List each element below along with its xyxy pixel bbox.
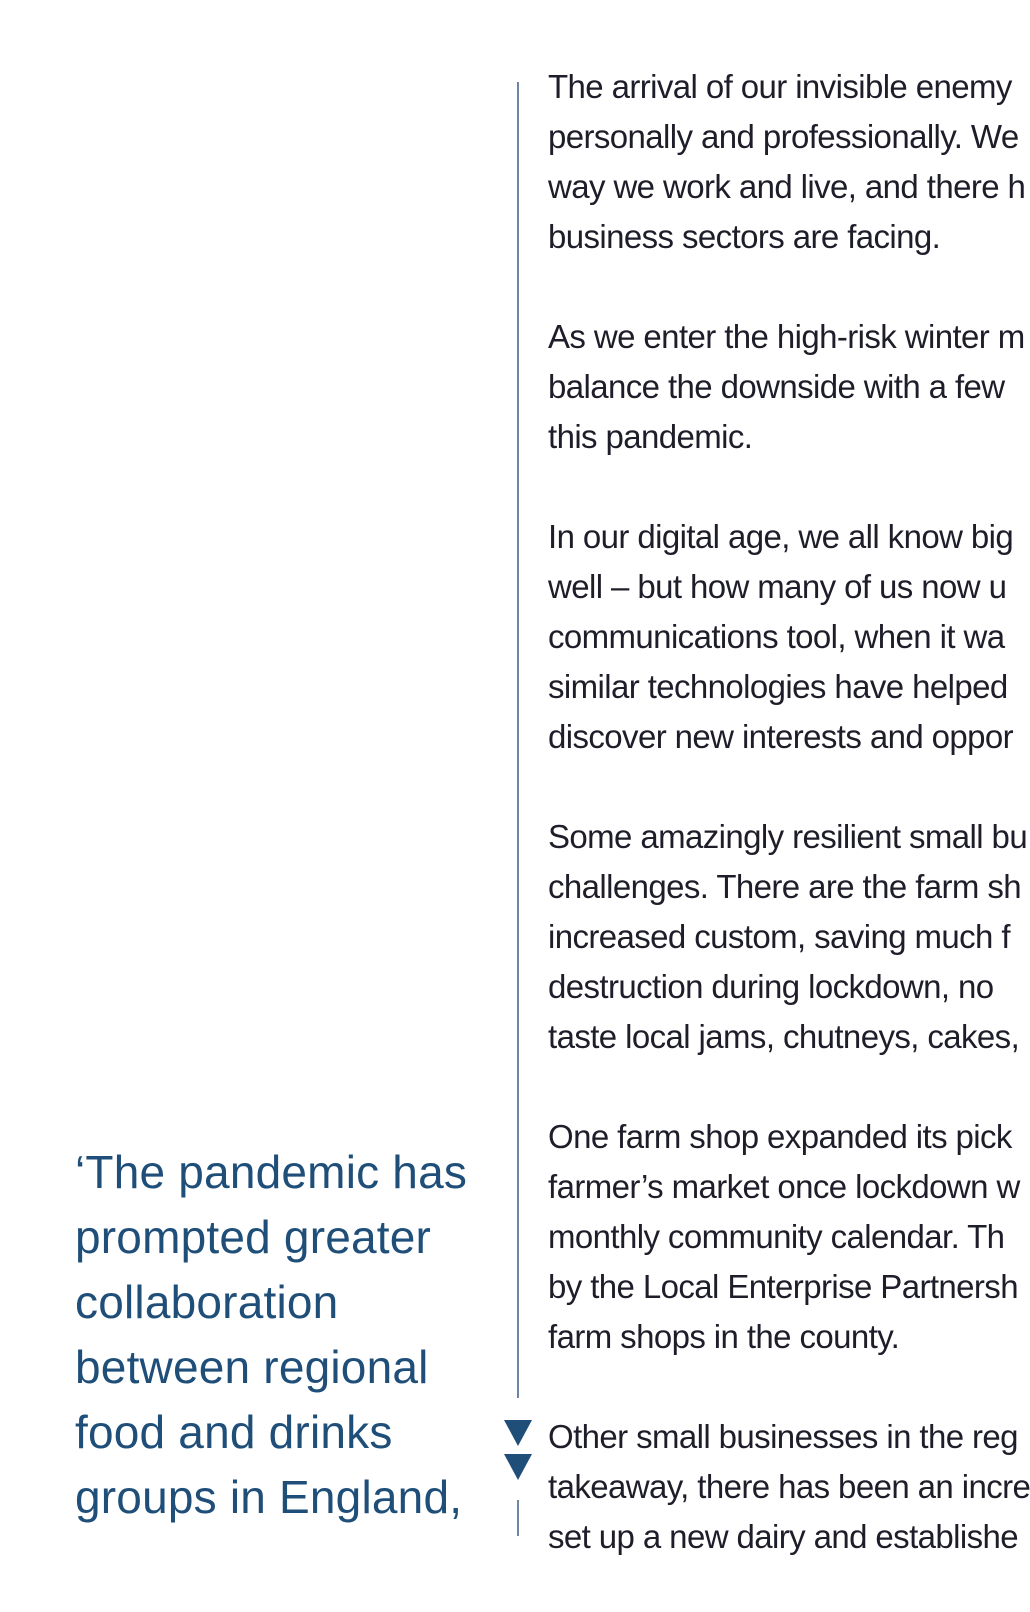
text-line: One farm shop expanded its pick — [548, 1118, 1012, 1155]
paragraph — [548, 62, 1024, 262]
text-line: by the Local Enterprise Partnersh — [548, 1268, 1018, 1305]
text-line: increased custom, saving much f — [548, 918, 1010, 955]
pull-quote-line: collaboration — [75, 1276, 339, 1328]
pull-quote-line: groups in England, — [75, 1471, 463, 1523]
paragraph — [548, 312, 1024, 462]
text-line: destruction during lockdown, no — [548, 968, 994, 1005]
text-line: communications tool, when it wa — [548, 618, 1005, 655]
text-line: farmer’s market once lockdown w — [548, 1168, 1020, 1205]
text-line: discover new interests and oppor — [548, 718, 1014, 755]
text-line: challenges. There are the farm sh — [548, 868, 1022, 905]
double-down-triangle-icon — [501, 1418, 535, 1484]
pull-quote-line: prompted greater — [75, 1211, 432, 1263]
text-line: taste local jams, chutneys, cakes, — [548, 1018, 1020, 1055]
text-line: way we work and live, and there h — [548, 168, 1026, 205]
text-line: similar technologies have helped — [548, 668, 1008, 705]
pull-quote-line: food and drinks — [75, 1406, 393, 1458]
text-line: As we enter the high-risk winter m — [548, 318, 1025, 355]
text-line: balance the downside with a few — [548, 368, 1005, 405]
text-line: this pandemic. — [548, 418, 753, 455]
paragraph — [548, 812, 1028, 1062]
text-line: personally and professionally. We — [548, 118, 1019, 155]
text-line: The arrival of our invisible enemy — [548, 68, 1012, 105]
column-divider-top — [517, 82, 519, 1398]
text-line: Some amazingly resilient small bu — [548, 818, 1028, 855]
text-line: business sectors are facing. — [548, 218, 941, 255]
pull-quote-line: ‘The pandemic has — [75, 1146, 468, 1198]
pull-quote — [75, 1140, 495, 1530]
column-divider-bottom — [517, 1500, 519, 1536]
paragraph — [548, 1112, 1024, 1362]
text-line: In our digital age, we all know big — [548, 518, 1014, 555]
text-line: monthly community calendar. Th — [548, 1218, 1005, 1255]
paragraph — [548, 512, 1024, 762]
pull-quote-line: between regional — [75, 1341, 429, 1393]
paragraph — [548, 1412, 1030, 1562]
text-line: takeaway, there has been an incre — [548, 1468, 1030, 1505]
text-line: well – but how many of us now u — [548, 568, 1007, 605]
body-text-column — [548, 62, 1030, 1612]
text-line: Other small businesses in the reg — [548, 1418, 1018, 1455]
text-line: farm shops in the county. — [548, 1318, 900, 1355]
text-line: set up a new dairy and establishe — [548, 1518, 1019, 1555]
